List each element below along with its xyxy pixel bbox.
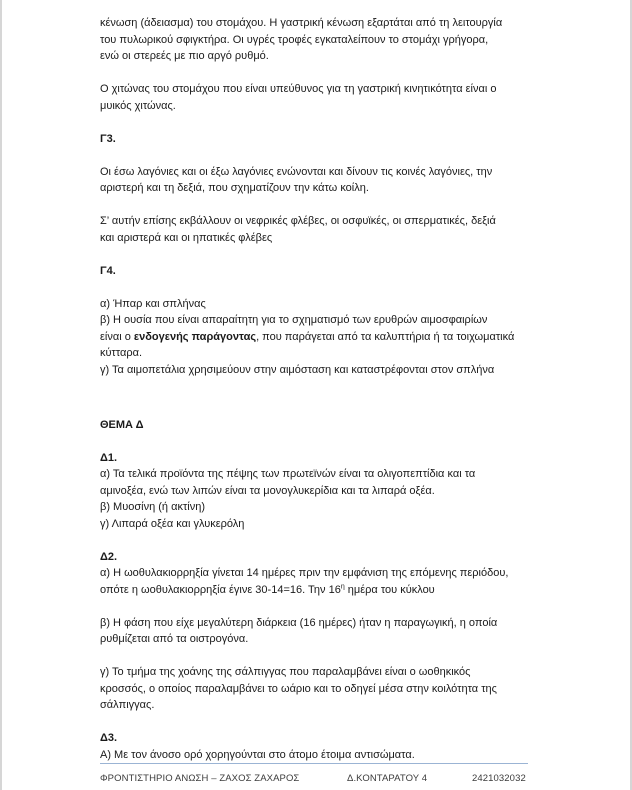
document-body: [100, 15, 533, 763]
section-heading-g3: Γ3.: [100, 132, 116, 145]
text-line: [100, 329, 533, 346]
bold-term: ενδογενής παράγοντας: [133, 330, 257, 343]
text-line: β) Η ουσία που είναι απαραίτητη για το σχηματισμό των ερυθρών αιμοσφαιρίων: [100, 314, 488, 326]
text-line: [100, 582, 533, 599]
text-line: β) Μυοσίνη (ή ακτίνη): [100, 501, 206, 513]
text-line: Α) Με τον άνοσο ορό χορηγούνται στο άτομο έτοιμα αντισώματα.: [100, 748, 415, 761]
text-line: α) Η ωοθυλακιορρηξία γίνεται 14 ημέρες πριν την εμφάνιση της επόμενης περιόδου,: [100, 567, 509, 579]
section-heading-d3: Δ3.: [100, 732, 118, 744]
text-line: γ) Λιπαρά οξέα και γλυκερόλη: [100, 517, 245, 530]
text-line: κένωση (άδειασμα) του στομάχου. Η γαστρική κένωση εξαρτάται από τη λειτουργία: [100, 17, 503, 29]
text-line: αριστερή και τη δεξιά, που σχηματίζουν την κάτω κοίλη.: [100, 182, 369, 194]
superscript: η: [340, 582, 345, 590]
text-span: , που παράγεται από τα καλυπτήρια ή τα τοιχωματικά: [256, 330, 515, 343]
footer-phone: 2421032032: [472, 773, 526, 784]
section-heading-thema-d: ΘΕΜΑ Δ: [100, 418, 144, 431]
section-heading-g4: Γ4.: [100, 264, 116, 277]
text-line: ενώ οι στερεές με πιο αργό ρυθμό.: [100, 50, 269, 62]
text-span: είναι ο: [100, 330, 134, 343]
text-line: Οι έσω λαγόνιες και οι έξω λαγόνιες ενώνονται και δίνουν τις κοινές λαγόνιες, την: [100, 165, 493, 178]
text-span: ημέρα του κύκλου: [344, 583, 435, 596]
text-line: ρυθμίζεται από τα οιστρογόνα.: [100, 633, 249, 645]
text-line: και αριστερά και οι ηπατικές φλέβες: [100, 231, 273, 244]
text-line: Ο χιτώνας του στομάχου που είναι υπεύθυνος για τη γαστρική κινητικότητα είναι ο: [100, 83, 497, 95]
text-line: α) Τα τελικά προϊόντα της πέψης των πρωτεϊνών είναι τα ολιγοπεπτίδια και τα: [100, 468, 476, 480]
text-line: α) Ήπαρ και σπλήνας: [100, 297, 206, 310]
text-line: κροσσός, ο οποίος παραλαμβάνει το ωάριο και το οδηγεί μέσα στην κοιλότητα της: [100, 682, 497, 695]
text-line: του πυλωρικού σφιγκτήρα. Οι υγρές τροφές εγκαταλείπουν το στομάχι γρήγορα,: [100, 33, 489, 46]
footer-address: Δ.ΚΟΝΤΑΡΑΤΟΥ 4: [347, 773, 428, 784]
section-heading-d1: Δ1.: [100, 451, 118, 464]
text-line: Σ’ αυτήν επίσης εκβάλλουν οι νεφρικές φλέβες, οι οσφυϊκές, οι σπερματικές, δεξιά: [100, 215, 496, 227]
text-line: γ) Το τμήμα της χοάνης της σάλπιγγας που παραλαμβάνει είναι ο ωοθηκικός: [100, 666, 471, 678]
text-line: γ) Τα αιμοπετάλια χρησιμεύουν στην αιμόσταση και καταστρέφονται στον σπλήνα: [100, 363, 495, 376]
footer-organization: ΦΡΟΝΤΙΣΤΗΡΙΟ ΑΝΩΣΗ – ΖΑΧΟΣ ΖΑΧΑΡΟΣ: [100, 773, 300, 784]
text-line: μυικός χιτώνας.: [100, 99, 176, 112]
text-line: αμινοξέα, ενώ των λιπών είναι τα μονογλυκερίδια και τα λιπαρά οξέα.: [100, 484, 435, 497]
text-span: οπότε η ωοθυλακιορρηξία έγινε 30-14=16. Την 16: [100, 583, 341, 596]
footer-divider: [100, 763, 528, 764]
text-line: σάλπιγγας.: [100, 699, 155, 711]
text-line: β) Η φάση που είχε μεγαλύτερη διάρκεια (16 ημέρες) ήταν η παραγωγική, η οποία: [100, 616, 498, 629]
section-heading-d2: Δ2.: [100, 550, 118, 563]
text-line: κύτταρα.: [100, 347, 143, 359]
